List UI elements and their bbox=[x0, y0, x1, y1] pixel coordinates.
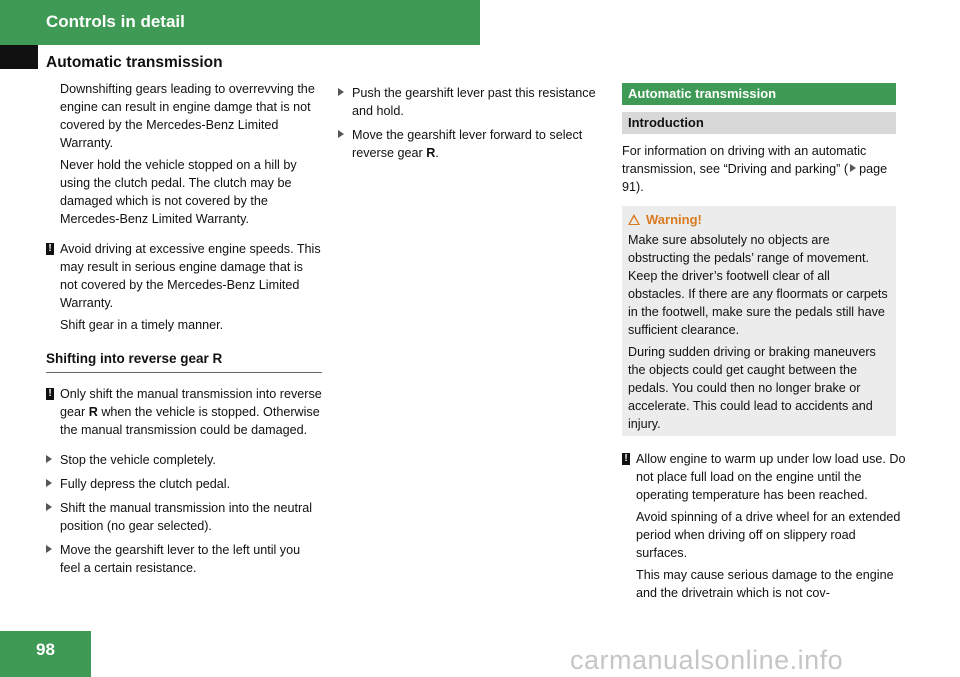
list-item: Shift the manual transmission into the neutral position (no gear selected). bbox=[46, 499, 322, 535]
list-item: Push the gearshift lever past this resistance and hold. bbox=[338, 84, 616, 120]
notice-text: Avoid spinning of a drive wheel for an extended period when driving off on slippery road surfaces. bbox=[636, 510, 901, 560]
list-item: Fully depress the clutch pedal. bbox=[46, 475, 322, 493]
intro-paragraph: For information on driving with an automatic transmission, see “Driving and parking” ( page 91). bbox=[622, 144, 888, 194]
notice-block bbox=[46, 385, 322, 439]
exclamation-icon: ! bbox=[46, 388, 54, 400]
warning-title: Warning! bbox=[628, 211, 890, 229]
column-middle bbox=[338, 84, 616, 168]
notice-text: Only shift the manual transmission into reverse gear R when the vehicle is stopped. Otherwise the manual transmission could be damaged. bbox=[60, 387, 322, 437]
arrow-right-icon bbox=[46, 545, 52, 553]
list-item: Move the gearshift lever to the left until you feel a certain resistance. bbox=[46, 541, 322, 577]
paragraph: Downshifting gears leading to overrevving the engine can result in engine damge that is not covered by the Mercedes-Benz Limited Warranty. bbox=[60, 82, 315, 150]
header-tab-marker bbox=[0, 45, 38, 69]
exclamation-icon: ! bbox=[622, 453, 630, 465]
notice-block bbox=[622, 450, 906, 602]
notice-text: Allow engine to warm up under low load use. Do not place full load on the engine until the operating temperature has been reached. bbox=[636, 452, 906, 502]
page-reference-icon bbox=[850, 164, 856, 172]
section-title: Controls in detail bbox=[46, 12, 185, 31]
arrow-right-icon bbox=[338, 130, 344, 138]
arrow-right-icon bbox=[338, 88, 344, 96]
arrow-right-icon bbox=[46, 455, 52, 463]
notice-text: Avoid driving at excessive engine speeds. This may result in serious engine damage that is not covered by the Mercedes-Benz Limited Warranty. bbox=[60, 242, 321, 310]
watermark: carmanualsonline.info bbox=[570, 645, 844, 675]
page-number: 98 bbox=[0, 631, 91, 677]
exclamation-icon: ! bbox=[46, 243, 54, 255]
list-item: Move the gearshift lever forward to select reverse gear R. bbox=[338, 126, 616, 162]
notice-text: Shift gear in a timely manner. bbox=[60, 318, 224, 332]
section-heading: Shifting into reverse gear R bbox=[46, 350, 322, 373]
arrow-right-icon bbox=[46, 503, 52, 511]
header-bar bbox=[0, 0, 480, 45]
subsection-header: Introduction bbox=[622, 112, 896, 134]
notice-text: This may cause serious damage to the engine and the drivetrain which is not cov- bbox=[636, 568, 894, 600]
warning-box bbox=[622, 206, 896, 436]
section-header: Automatic transmission bbox=[622, 83, 896, 105]
column-left bbox=[46, 80, 322, 583]
page-subtitle: Automatic transmission bbox=[46, 54, 223, 71]
notice-block bbox=[46, 240, 322, 334]
arrow-right-icon bbox=[46, 479, 52, 487]
column-right bbox=[622, 83, 906, 602]
list-item: Stop the vehicle completely. bbox=[46, 451, 322, 469]
paragraph: Never hold the vehicle stopped on a hill by using the clutch pedal. The clutch may be damaged which is not covered by the Mercedes-Benz Limited Warranty. bbox=[60, 158, 297, 226]
warning-triangle-icon bbox=[628, 214, 640, 225]
warning-text: Make sure absolutely no objects are obstructing the pedals’ range of movement. Keep the driver’s footwell clear of all obstacles. If there are any floormats or carpets in the footwell, make sure the pedals still have sufficient clearance. bbox=[628, 233, 888, 337]
warning-text: During sudden driving or braking maneuvers the objects could get caught between the pedals. You could then no longer brake or accelerate. This could lead to accidents and injury. bbox=[628, 345, 876, 431]
